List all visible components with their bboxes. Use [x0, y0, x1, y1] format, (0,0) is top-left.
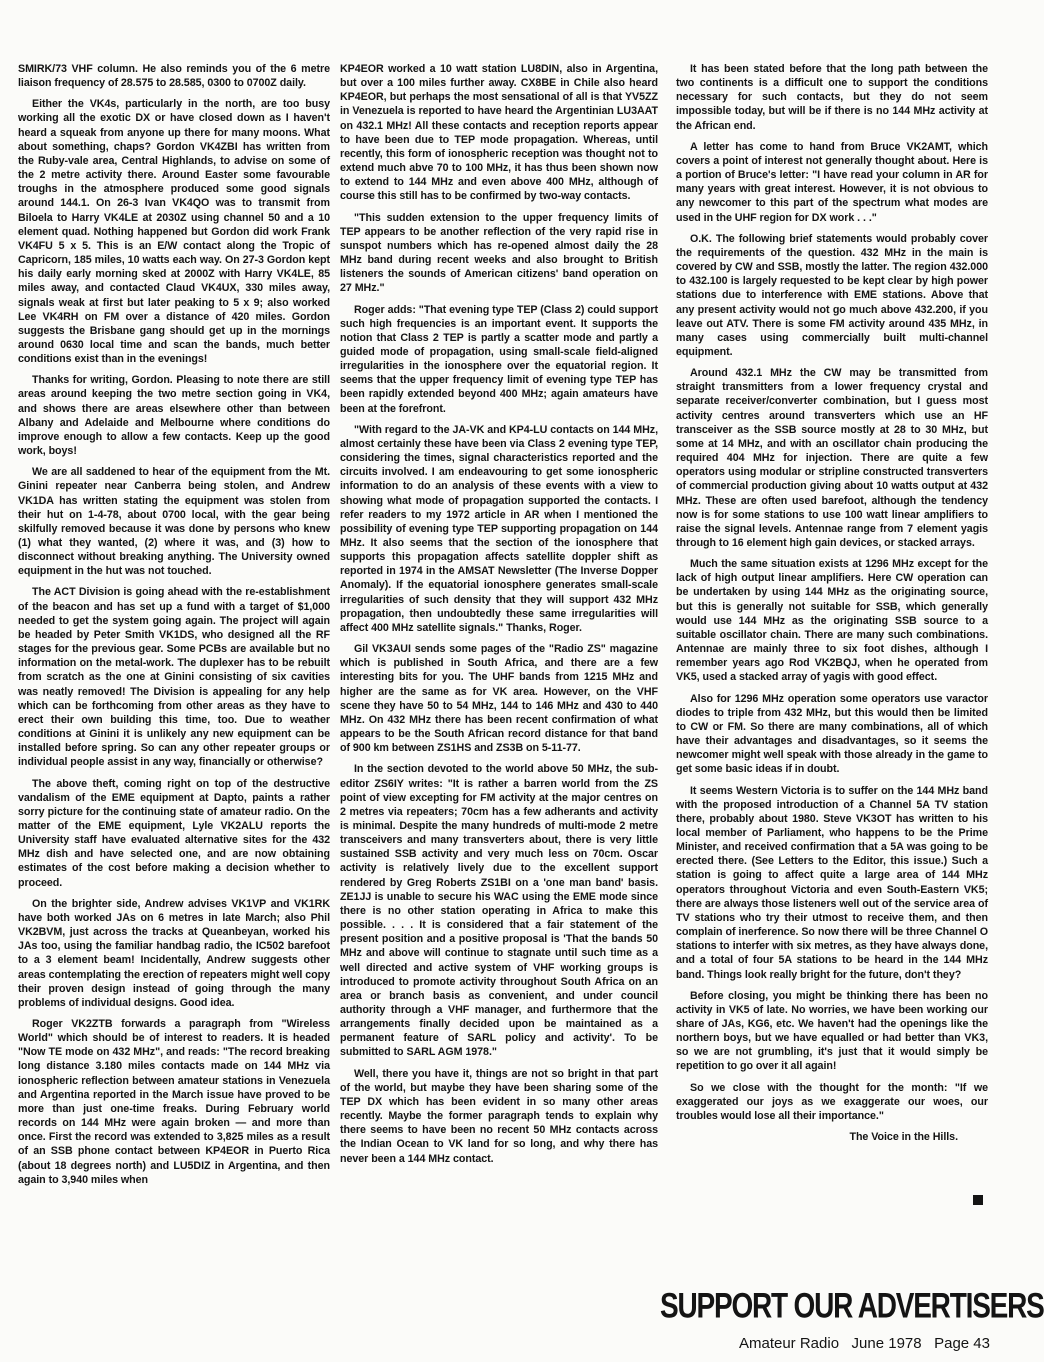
paragraph: Gil VK3AUI sends some pages of the "Radio ZS" magazine which is published in South Africa, and there are a few interesting bits for you. The UHF bands from 1215 MHz and higher are the same as for VK area. However, on the VHF scene they have 50 to 54 MHz, 144 to 146 MHz and 430 to 440 MHz. On 432 MHz there has been recent confirmation of what appears to be the South African record distance for that band of 900 km between ZS1HS and ZS3B on 5-11-77.	[340, 643, 658, 755]
paragraph: Around 432.1 MHz the CW may be transmitted from straight transmitters from a lower frequency crystal and separate receiver/converter combination, but I guess most activity centres around transverters which use an HF transceiver as the SSB source mostly at 28 to 30 MHz, but some at 14 MHz, and with an oscillator chain producing the required 404 MHz for injection. There are quite a few operators using modular or stripline constructed transverters of commercial production giving about 10 watts output at 432 MHz. These are often used barefoot, although the tendency now is for some stations to use 100 watt linear amplifiers to raise the signal levels. Antennae range from 7 element yagis through to 16 element high gain devices, or stacked arrays.	[676, 367, 988, 549]
paragraph: It has been stated before that the long path between the two continents is a difficult one to support the conditions necessary for such contacts, but they do not seem impossible today, but will be if there is no 144 MHz activity at the African end.	[676, 63, 988, 132]
text-column-3	[676, 62, 988, 1212]
paragraph: Either the VK4s, particularly in the north, are too busy working all the exotic DX or have closed down as I haven't heard a squeak from anyone up there for many moons. What about something, chaps? Gordon VK4ZBI has written from the Ruby-vale area, Central Highlands, to advise on some of the 2 metre activity there. Around Easter some favourable troughs in the atmosphere produced some good signals around 144.1. On 26-3 Ivan VK4QO was to transmit from Biloela to Harry VK4LE at 2030Z using channel 50 and a 10 element quad. Nothing happened but Gordon did work Frank VK4FU 5 x 5. This is an E/W contact along the Tropic of Capricorn, 185 miles, 10 watts each way. On 27-3 Gordon kept his daily early morning sked at 2000Z with Harry VK4LE, 85 miles away, and contacted Claud VK4UX, 330 miles away, signals weak at first but later peaking to 5 x 9; also worked Lee VK4RH on FM over a distance of 420 miles. Gordon suggests the Brisbane gang should get up in the mornings around 0630 local time and scan the bands, much better conditions exist than in the evenings!	[18, 98, 330, 366]
paragraph: Before closing, you might be thinking there has been no activity in VK5 of late. No worries, we have been working our share of JAs, KG6, etc. We haven't had the openings like the northern boys, but we have equalled or had better than VK3, so we are not grumbling, it's just that it would simply be repetition to go over it all again!	[676, 989, 988, 1073]
paragraph: Also for 1296 MHz operation some operators use varactor diodes to triple from 432 MHz, but this would then be limited to CW or FM. So there are many combinations, all of which have their advantages and disadvantages, so it seems the newcomer might well speak with those already in the game to get some basic ideas if in doubt.	[676, 692, 988, 776]
paragraph: In the section devoted to the world above 50 MHz, the sub-editor ZS6IY writes: "It is rather a barren world from the ZS point of view excepting for FM activity at the major centres on 2 metres via repeaters; 70cm has a few adherants and activity is minimal. Despite the many hundreds of multi-mode 2 metre transceivers and many transverters about, there is very little sustained SSB activity and very much less on 70cm. Oscar activity is relatively lively due to the excellent support rendered by Greg Roberts ZS1BI on a 'one man band' basis. ZE1JJ is unable to secure his WAC using the EME mode since there is no other station operating in Africa to make this possible. . . . It is considered that a fair statement of the present position and a positive proposal is 'That the bands 50 MHz and above will continue to stagnate until such time as a well directed and active system of VHF working groups is introduced to promote activity throughout South Africa on an area or branch basis as convenient, and under council authority through a VHF manager, and furthermore that the arrangements finally decided upon be maintained as a permanent feature of SARL policy and activity'. To be submitted to SARL AGM 1978."	[340, 763, 658, 1059]
paragraph: We are all saddened to hear of the equipment from the Mt. Ginini repeater near Canberra being stolen, and Andrew VK1DA has written stating the equipment was stolen from their hut on 1-4-78, about 0700 local, with the gear being skilfully removed because it was done by persons who knew (1) what they wanted, (2) where it was, and (3) how to disconnect without breaking anything. The University owned equipment in the hut was not touched.	[18, 466, 330, 578]
paragraph: O.K. The following brief statements would probably cover the requirements of the question. 432 MHz in the main is covered by CW and SSB, mostly the latter. The region 432.000 to 432.100 is largely requested to be kept clear by high power stations due to interference with EME stations. Above that any present activity would not go much above 432.200, if you leave out ATV. There is some FM activity around 435 MHz, in many cases using commercially built multi-channel equipment.	[676, 232, 988, 358]
support-advertisers-banner: SUPPORT OUR ADVERTISERS	[660, 1286, 1044, 1325]
paragraph: Well, there you have it, things are not so bright in that part of the world, but maybe they have been sharing some of the TEP DX which has been evident in so many other areas recently. Maybe the former paragraph tends to explain why there seems to have been no recent 50 MHz contacts across the Indian Ocean to VK land for so long, and why there has never been a 144 MHz contact.	[340, 1067, 658, 1165]
end-of-article-mark	[973, 1195, 983, 1205]
paragraph: Roger VK2ZTB forwards a paragraph from "Wireless World" which should be of interest to readers. It is headed "Now TE mode on 432 MHz", and reads: "The record breaking long distance 3.180 miles contacts made on 144 MHz via ionospheric reflection between amateur stations in Venezuela and Argentina reported in the March issue have proved to be more than just one-time freaks. During February world records on 144 MHz were again broken — and more than once. First the record was extended to 3,825 miles as a result of an SSB phone contact between KP4EOR in Puerto Rica (about 18 degrees north) and LU5DIZ in Argentina, and then again to 3,940 miles when	[18, 1018, 330, 1186]
paragraph: Roger adds: "That evening type TEP (Class 2) could support such high frequencies is an important event. It supports the notion that Class 2 TEP is partly a scatter mode and partly a guided mode of propagation, using small-scale field-aligned irregularities in the ionosphere over the equatorial region. It seems that the upper frequency limit of evening type TEP has been rapidly extended beyond 400 MHz; again amateurs have been at the forefront.	[340, 303, 658, 415]
paragraph: "With regard to the JA-VK and KP4-LU contacts on 144 MHz, almost certainly these have been via Class 2 evening type TEP, considering the times, signal characteristics reported and the circuits involved. I am endeavouring to get some ionospheric information to do an analysis of these events with a view to showing what mode of propagation supported the contacts. I refer readers to my 1972 article in AR when I mentioned the possibility of evening type TEP supporting propagation on 144 MHz. It also seems that the section of the ionosphere that supports this propagation affects satellite doppler shift as reported in 1974 in the AMSAT Newsletter (The Inverse Dopper Anomaly). If the equatorial ionosphere generates small-scale irregularities of such density that they will support 432 MHz propagation, then undoubtedly these same irregularities will affect 400 MHz satellite signals." Thanks, Roger.	[340, 423, 658, 634]
paragraph: Much the same situation exists at 1296 MHz except for the lack of high output linear amplifiers. Here CW operation can be undertaken by using 144 MHz as the originating source, but this is generally not suitable for SSB, which generally would use 144 MHz as the originating SSB source to a suitable oscillator chain. There are many such combinations. Antennae are mainly three to six foot dishes, although I remember years ago Rod VK2BQJ, when he operated from VK5, used a stacked array of yagis with good effect.	[676, 558, 988, 684]
paragraph: A letter has come to hand from Bruce VK2AMT, which covers a point of interest not generally thought about. Here is a portion of Bruce's letter: "I have read your column in AR for many years with great interest. However, it is not obvious to any newcomer to this part of the spectrum what modes are used in the UHF region for DX work . . ."	[676, 140, 988, 224]
paragraph: Thanks for writing, Gordon. Pleasing to note there are still areas around keeping the two metre section going in VK4, and shows there are areas elsewhere other than between Albany and Adelaide and Melbourne where conditions do improve enough to allow a few contacts. Keep up the good work, boys!	[18, 374, 330, 458]
paragraph: On the brighter side, Andrew advises VK1VP and VK1RK have both worked JAs on 6 metres in late March; also Phil VK2BVM, just across the tracks at Queanbeyan, worked his JAs too, using the familiar handbag radio, the IC502 barefoot to a 3 element beam! Incidentally, Andrew suggests other areas contemplating the erection of repeaters might well copy their proven design instead of going through the many problems of individual designs. Good idea.	[18, 897, 330, 1009]
author-signature: The Voice in the Hills.	[849, 1131, 958, 1144]
paragraph: "This sudden extension to the upper frequency limits of TEP appears to be another reflection of the very rapid rise in sunspot numbers which has re-opened almost daily the 28 MHz band during recent weeks and also brought to British listeners the sounds of American citizens' band operation on 27 MHz."	[340, 211, 658, 295]
page-footer: Amateur Radio June 1978 Page 43	[738, 1335, 990, 1352]
paragraph: The above theft, coming right on top of the destructive vandalism of the EME equipment at Dapto, paints a rather sorry picture for the continuing state of amateur radio. On the matter of the EME equipment, Lyle VK2ALU reports the University staff have evaluated alternative sites for the 432 MHz dish and have selected one, and are now obtaining estimates of the cost before making a decision whether to proceed.	[18, 777, 330, 889]
text-column-2	[340, 62, 658, 1302]
paragraph: It seems Western Victoria is to suffer on the 144 MHz band with the proposed introduction of a Channel 5A TV station there, probably about 1980. Steve VK3OT has written to his local member of Parliament, who happens to be the Prime Minister, and received confirmation that a 5A was going to be erected there. (See Letters to the Editor, this issue.) Such a station is going to affect quite a large area of 144 MHz operators throughout Victoria and even South-Eastern VK5; there are always those listeners well out of the service area of TV stations who try their utmost to receive them, and then complain of inerference. So now there will be three Channel O stations to interfer with six metres, as they have always done, and a total of four 5A stations to be heard in the 144 MHz band. Things look really bright for the future, don't they?	[676, 784, 988, 981]
paragraph: KP4EOR worked a 10 watt station LU8DIN, also in Argentina, but over a 100 miles further away. CX8BE in Chile also heard KP4EOR, but perhaps the most sensational of all is that YV5ZZ in Venezuela is reported to have heard the Argentinian LU3AAT on 432.1 MHz! All these contacts and reception reports appear to have been due to TEP mode propagation. Whereas, until recently, this form of ionospheric reception was thought not to extend much abve 70 to 100 MHz, it has thus been shown now to extend to 144 MHz and even above 400 MHz, although of course this still has to be confirmed by two-way contacts.	[340, 63, 658, 203]
paragraph: So we close with the thought for the month: "If we exaggerated our joys as we exaggerate our woes, our troubles would lose all their importance."	[676, 1081, 988, 1122]
text-column-1	[18, 62, 330, 1302]
paragraph: The ACT Division is going ahead with the re-establishment of the beacon and has set up a fund with a target of $1,000 needed to get the system going again. The project will again be headed by Peter Smith VK1DS, who designed all the RF stages for the previous gear. Some PCBs are available but no information on the metal-work. The duplexer has to be rebuilt from scratch as the one at Ginini consisting of six cavities was neatly removed! The Division is appealing for any help which can be forthcoming from other areas as they have to erect their own building this time, too. Due to weather conditions at Ginini it is unlikely any new equipment can be installed before spring. So can any other repeater groups or individual people assist in any way, financially or otherwise?	[18, 586, 330, 769]
paragraph: SMIRK/73 VHF column. He also reminds you of the 6 metre liaison frequency of 28.575 to 28.585, 0300 to 0700Z daily.	[18, 63, 330, 90]
